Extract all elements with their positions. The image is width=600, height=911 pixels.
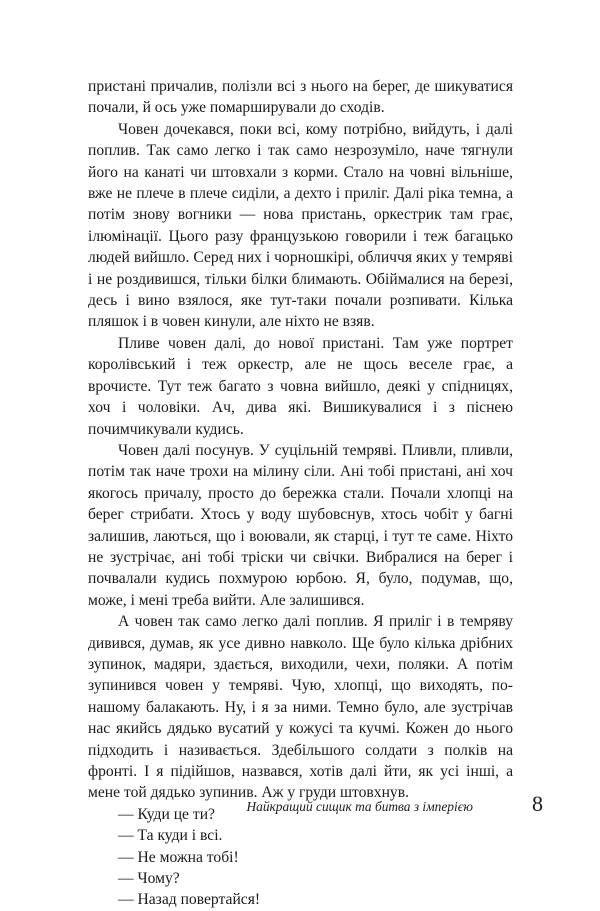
paragraph: Пливе човен далі, до нової пристані. Там уже портрет королівський і теж оркестр, але не щось веселе грає, а врочисте. Тут теж багато з човна вийшло, деякі у спідницях, хоч і чоловіки. Ач, дива які. Вишикувалися і з піснею почимчикували кудись.: [88, 334, 513, 438]
dialogue-line: — Та куди і всі.: [118, 827, 223, 845]
paragraph: пристані причалив, полізли всі з нього на берег, де шикуватися почали, й ось уже помарширували до сходів.: [88, 78, 513, 117]
dialogue-line: — Чому?: [118, 870, 180, 888]
dialogue-line: — Не можна тобі!: [118, 848, 239, 866]
paragraph: А човен так само легко далі поплив. Я приліг і в темряву дивився, думав, як усе дивно навколо. Ще було кілька дрібних зупинок, мадяри, здається, виходили, чехи, поляки. А потім зупинився човен у темряві. Чую, хлопці, що виходять, по-нашому балакають. Ну, і я за ними. Темно було, але зустрічав нас якийсь дядько вусатий у кожусі та кучмі. Кожен до нього підходить і називається. Здебільшого солдати з полків на фронті. І я підійшов, назвався, хотів далі йти, як усі інші, а мене той дядько зупинив. Аж у груди штовхнув.: [88, 613, 513, 802]
page-body: [88, 76, 513, 911]
paragraph: Човен далі посунув. У суцільній темряві. Пливли, пливли, потім так наче трохи на мілину сіли. Ані тобі пристані, ані хоч якогось причалу, просто до бережка стали. Почали хлопці на берег стрибати. Хтось у воду шубовснув, хтось чобіт у багні залишив, лаються, що і воювали, як старці, і тут те саме. Ніхто не зустрічає, ані тобі тріски чи свічки. Вибралися на берег і почвалали кудись похмурою юрбою. Я, було, подумав, що, може, і мені треба вийти. Але залишився.: [88, 441, 513, 609]
dialogue-line: — Куди це ти?: [118, 805, 215, 823]
page-number: 8: [532, 791, 543, 816]
dialogue-line: — Назад повертайся!: [118, 891, 261, 909]
paragraph: Човен дочекався, поки всі, кому потрібно, вийдуть, і далі поплив. Так само легко і так само незрозуміло, наче тягнули його на канаті чи штовхали з корми. Стало на човні вільніше, вже не плече в плече сиділи, а дехто і приліг. Далі ріка темна, а потім знову вогники — нова пристань, оркестрик там грає, ілюмінації. Цього разу французькою говорили і теж багацько людей вийшло. Серед них і чорношкірі, обличчя яких у темряві і не роздивишся, тільки білки блимають. Обіймалися на березі, десь і вино взялося, яке тут-таки почали розпивати. Кілька пляшок і в човен кинули, але ніхто не взяв.: [88, 120, 513, 331]
running-title: Найкращий сищик та битва з імперією: [246, 799, 473, 814]
page-footer: [88, 791, 543, 821]
